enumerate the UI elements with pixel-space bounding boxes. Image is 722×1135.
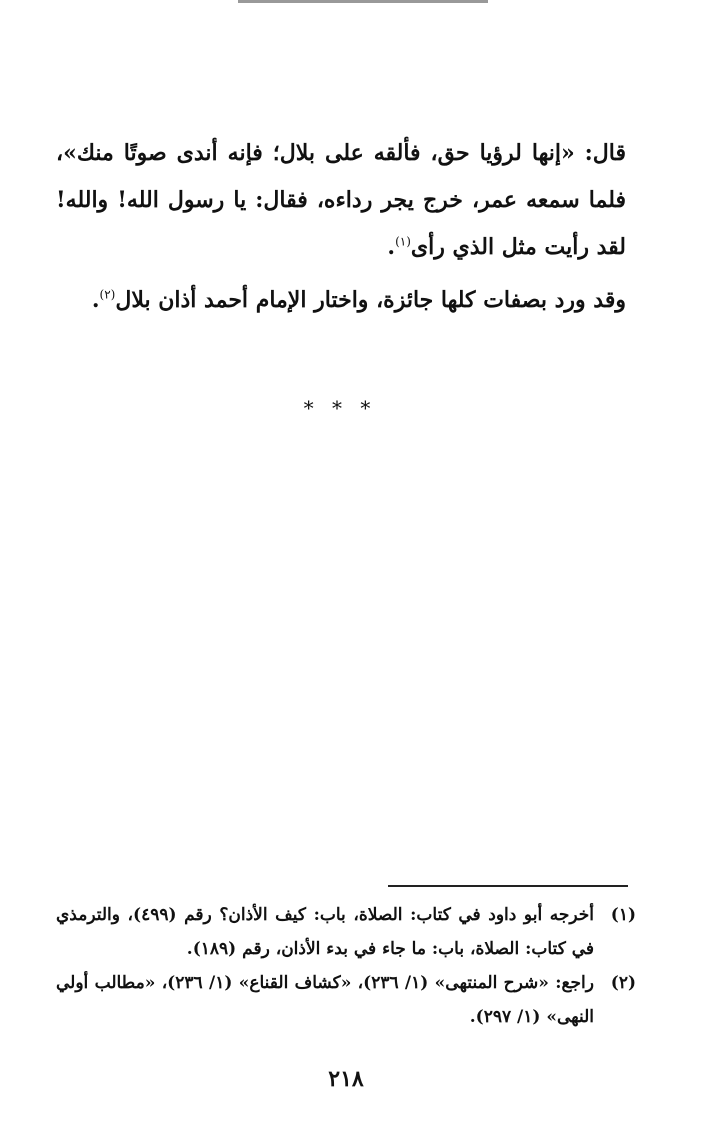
footnote-ref-2: (٢) (99, 287, 116, 302)
paragraph-2 (56, 277, 626, 324)
footnote-text: أخرجه أبو داود في كتاب: الصلاة، باب: كيف الأذان؟ رقم (٤٩٩)، والترمذي في كتاب: الصلاة، باب: ما جاء في بدء الأذان، رقم (١٨٩). (56, 905, 594, 959)
footnote-number: (١) (610, 905, 636, 925)
paragraph-1-end: . (387, 234, 396, 260)
paragraph-1 (56, 130, 626, 271)
main-text (56, 130, 626, 324)
paragraph-1-text: قال: «إنها لرؤيا حق، فألقه على بلال؛ فإنه أندى صوتًا منك»، فلما سمعه عمر، خرج يجر رداءه، فقال: يا رسول الله! والله! لقد رأيت مثل الذي رأى (56, 140, 626, 260)
footnote-number: (٢) (610, 973, 636, 993)
footnote-1 (56, 898, 636, 966)
footnote-2 (56, 966, 636, 1034)
section-separator: * * * (303, 396, 377, 420)
footnote-rule (388, 885, 628, 887)
paragraph-2-text: وقد ورد بصفات كلها جائزة، واختار الإمام أحمد أذان بلال (115, 287, 626, 313)
footnotes (56, 898, 636, 1034)
footnote-ref-1: (١) (395, 234, 411, 249)
paragraph-2-end: . (91, 287, 100, 313)
page-number: ٢١٨ (328, 1066, 364, 1092)
footnote-text: راجع: «شرح المنتهى» (١/ ٢٣٦)، «كشاف القناع» (١/ ٢٣٦)، «مطالب أولي النهى» (١/ ٢٩٧). (56, 973, 594, 1027)
header-rule (238, 0, 488, 3)
